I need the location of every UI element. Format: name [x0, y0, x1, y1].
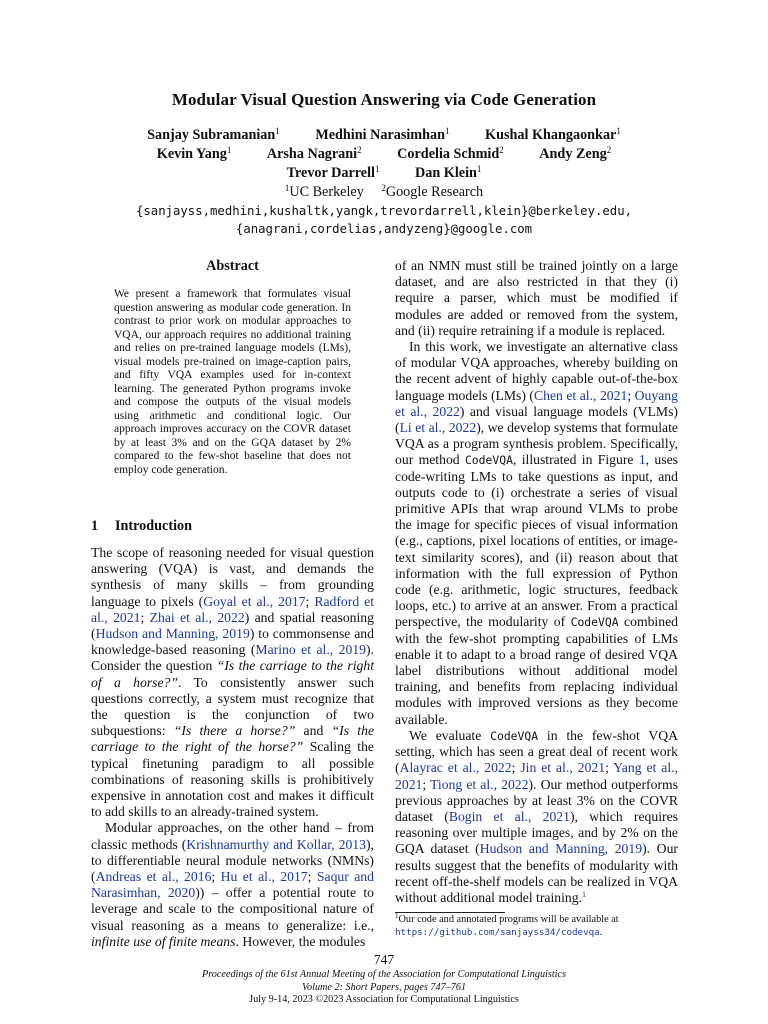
paragraph [395, 728, 678, 906]
citation-link[interactable]: 1 [638, 452, 646, 468]
intro-right-column [395, 258, 678, 906]
text-run: ). Consider the question [91, 642, 374, 674]
author-name: Trevor Darrell$^1$ [286, 164, 380, 181]
author-name: Cordelia Schmid$^2$ [397, 145, 504, 162]
affiliations [0, 183, 768, 202]
paragraph [91, 820, 374, 950]
paragraph [395, 339, 678, 728]
text-run: . To consistently answer such questions correctly, a system must recognize that the question is the conjunction of two subquestions: [91, 674, 374, 739]
citation-link[interactable]: Yang et al., 2021 [395, 760, 678, 792]
citation-link[interactable]: Hu et al., 2017 [220, 869, 308, 885]
author-block [0, 126, 768, 238]
text-run: ; [511, 760, 521, 776]
citation-link[interactable]: Hudson and Manning, 2019 [479, 841, 643, 857]
text-run: Scaling the typical finetuning paradigm to all possible combinations of reasoning skills is prohibitively expensive in annotation cost and makes it difficult to add skills to an already-trained system. [91, 739, 374, 820]
text-run: . However, the modules [235, 933, 366, 949]
text-run: of an NMN must still be trained jointly on a large dataset, and are also restricted in that they (i) require a parser, which must be modified if modules are added or removed from the system, and (ii) require retraining if a module is replaced. [395, 258, 678, 338]
text-run: The scope of reasoning needed for visual question answering (VQA) is vast, and demands the synthesis of many skills – from grounding language to pixels ( [91, 545, 374, 609]
text-run: ; [140, 609, 150, 625]
text-run: and [295, 723, 332, 739]
citation-link[interactable]: Li et al., 2022 [399, 420, 477, 436]
text-run: , uses code-writing LMs to take questions as input, and outputs code to (i) orchestrate a series of visual primitive APIs that wrap around VLMs to probe the image for specific pieces of visual information (e.g., captions, pixel locations of entities, or image-text similarity scores), and (ii) reason about that information with the full expression of Python code (e.g. arithmetic, logic structures, feedback loops, etc.) to arrive at an answer. From a practical perspective, the modularity of [395, 452, 678, 630]
citation-link[interactable]: Radford et al., 2021 [91, 593, 375, 625]
footnote-link[interactable]: https://github.com/sanjayss34/codevqa [395, 927, 600, 938]
citation-link[interactable]: Krishnamurthy and Kollar, 2013 [186, 836, 366, 852]
citation-link[interactable]: Tiong et al., 2022 [430, 776, 529, 792]
citation-link[interactable]: Alayrac et al., 2022 [399, 760, 512, 776]
text-run: Modular approaches, on the other hand – from classic methods ( [91, 820, 374, 852]
text-run: ), we develop systems that formulate VQA as a program synthesis problem. Specifically, our method [395, 420, 678, 468]
text-run: )) – offer a potential route to leverage and scale to the compositional nature of visual reasoning as a means to generalize: i.e., [91, 885, 374, 933]
text-run: ), which requires reasoning over multiple images, and by 2% on the GQA dataset ( [395, 808, 679, 857]
author-name: Dan Klein$^1$ [415, 164, 482, 181]
text-run: ; [305, 593, 315, 609]
text-run: , illustrated in Figure [512, 452, 639, 468]
emphasis: “Is the carriage to the right of a horse?” [91, 658, 374, 690]
author-row-1 [0, 126, 768, 145]
author-name: Medhini Narasimhan$^1$ [315, 126, 450, 143]
email-line: {anagrani,cordelias,andyzeng}@google.com [235, 222, 533, 236]
intro-left-column [91, 545, 374, 950]
text-run: We evaluate [409, 727, 491, 743]
affiliation: $^2$Google Research [381, 183, 484, 200]
text-run: ), to differentiable neural module networks (NMNs) ( [91, 836, 374, 885]
citation-link[interactable]: Bogin et al., 2021 [448, 808, 570, 824]
citation-link[interactable]: Ouyang et al., 2022 [395, 387, 678, 419]
citation-link[interactable]: Zhai et al., 2022 [149, 609, 245, 625]
author-name: Arsha Nagrani$^2$ [266, 145, 362, 162]
text-run: ; [605, 760, 614, 776]
abstract-text: We present a framework that formulates visual question answering as modular code generation. In contrast to prior work on modular approaches to VQA, our approach requires no additional training and relies on pre-trained language models (LMs), visual models pre-trained on image-caption pairs, and fifty VQA examples used for in-context learning. The generated Python programs invoke and compose the outputs of the visual models using arithmetic and conditional logic. Our approach improves accuracy on the COVR dataset by at least 3% and on the GQA dataset by 2% compared to the few-shot baseline that does not employ code generation. [114, 288, 351, 476]
citation-link[interactable]: Andreas et al., 2016 [95, 869, 212, 885]
text-run: ) to commonsense and knowledge-based reasoning ( [91, 626, 374, 658]
code-name: CodeVQA [464, 453, 513, 468]
citation-link[interactable]: Hudson and Manning, 2019 [95, 626, 250, 642]
author-name: Sanjay Subramanian$^1$ [147, 126, 280, 143]
code-name: CodeVQA [490, 728, 539, 743]
affiliation: $^1$UC Berkeley [284, 183, 364, 200]
footnote: $^1$Our code and annotated programs will be available at https://github.com/sanjayss34/codevqa. [395, 912, 619, 938]
abstract-heading: Abstract [206, 258, 259, 274]
proceedings-footer: Proceedings of the 61st Annual Meeting of the Association for Computational Linguistics Volume 2: Short Papers, pages 747–761 July 9-14, 2023 ©2023 Association for Computational Linguistics [202, 969, 566, 1005]
section-heading: 1 Introduction [91, 518, 192, 534]
citation-link[interactable]: Goyal et al., 2017 [203, 593, 306, 609]
author-name: Kevin Yang$^1$ [156, 145, 232, 162]
citation-link[interactable]: Chen et al., 2021 [533, 387, 628, 403]
citation-link[interactable]: Jin et al., 2021 [520, 760, 606, 776]
code-name: CodeVQA [570, 615, 619, 630]
text-run: ). Our method outperforms previous approaches by at least 3% on the COVR dataset ( [395, 776, 678, 824]
author-row-2 [0, 145, 768, 164]
text-run: ; [422, 776, 431, 792]
emphasis: “Is the carriage to the right of the horse?” [91, 723, 375, 755]
email-line: {sanjayss,medhini,kushaltk,yangk,trevordarrell,klein}@berkeley.edu, [135, 204, 633, 218]
text-run: in the few-shot VQA setting, which has seen a great deal of recent work ( [395, 727, 679, 776]
paper-title: Modular Visual Question Answering via Code Generation [171, 90, 597, 109]
text-run: ) and spatial reasoning ( [91, 609, 374, 642]
author-row-3 [0, 164, 768, 183]
text-run: In this work, we investigate an alternative class of modular VQA approaches, whereby building on the recent advent of highly capable out-of-the-box language models (LMs) ( [395, 339, 678, 403]
emphasis: “Is there a horse?” [173, 723, 296, 739]
citation-link[interactable]: Marino et al., 2019 [255, 642, 366, 658]
text-run: ). Our results suggest that the benefits of modularity with recent off-the-shelf models can be realized in VQA without additional model training. [395, 841, 678, 905]
text-run: ; [627, 387, 635, 403]
paragraph [91, 545, 374, 820]
author-name: Andy Zeng$^2$ [539, 145, 612, 162]
citation-link[interactable]: Saqur and Narasimhan, 2020 [91, 869, 374, 901]
text-run: ; [211, 869, 221, 885]
text-run: combined with the few-shot prompting capabilities of LMs enable it to adapt to a broad range of desired VQA label distributions without additional model training, and benefits from replacing individual modules with improved versions as they become available. [395, 614, 678, 727]
paragraph [395, 258, 678, 339]
emphasis: infinite use of finite means [91, 933, 236, 949]
text-run: ; [307, 869, 317, 885]
page-number: 747 [373, 952, 395, 967]
text-run: ) and visual language models (VLMs) ( [395, 403, 678, 436]
footnote-ref[interactable]: 1 [582, 889, 587, 899]
author-name: Kushal Khangaonkar$^1$ [485, 126, 621, 143]
